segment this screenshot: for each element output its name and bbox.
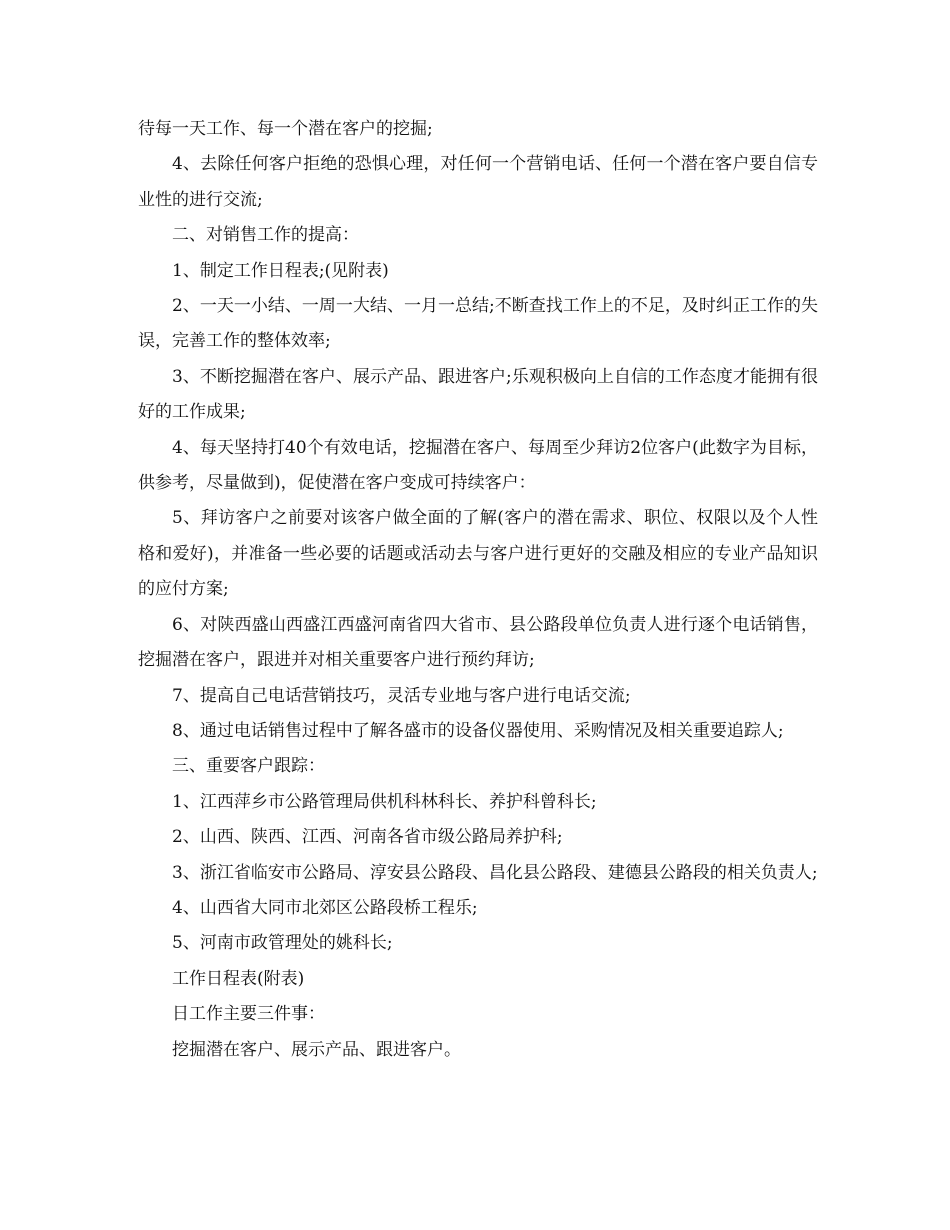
paragraph: 3、浙江省临安市公路局、淳安县公路段、昌化县公路段、建德县公路段的相关负责人; [172,862,818,883]
paragraph: 6、对陕西盛山西盛江西盛河南省四大省市、县公路段单位负责人进行逐个电话销售，挖掘潜在客户，跟进并对相关重要客户进行预约拜访; [138,614,818,671]
paragraph: 待每一天工作、每一个潜在客户的挖掘; [138,119,433,139]
paragraph: 7、提高自己电话营销技巧，灵活专业地与客户进行电话交流; [172,685,631,706]
paragraph: 5、河南市政管理处的姚科长; [172,933,393,954]
paragraph: 1、制定工作日程表;(见附表) [172,260,389,281]
paragraph: 2、一天一小结、一周一大结、一月一总结;不断查找工作上的不足，及时纠正工作的失误，完善工作的整体效率; [138,296,818,352]
paragraph: 1、江西萍乡市公路管理局供机科林科长、养护科曾科长; [172,791,597,812]
section-heading: 三、重要客户跟踪： [172,756,325,777]
paragraph: 工作日程表(附表) [172,968,305,989]
paragraph: 4、每天坚持打40个有效电话，挖掘潜在客户、每周至少拜访2位客户(此数字为目标，供参考，尽量做到)，促使潜在客户变成可持续客户： [138,437,818,494]
section-heading: 二、对销售工作的提高： [172,225,359,246]
document-body [138,112,818,1068]
paragraph: 2、山西、陕西、江西、河南各省市级公路局养护科; [172,827,563,848]
paragraph: 日工作主要三件事： [172,1004,325,1025]
paragraph: 4、山西省大同市北郊区公路段桥工程乐; [172,897,478,918]
paragraph: 挖掘潜在客户、展示产品、跟进客户。 [172,1039,461,1060]
paragraph: 8、通过电话销售过程中了解各盛市的设备仪器使用、采购情况及相关重要追踪人; [172,720,784,741]
paragraph: 3、不断挖掘潜在客户、展示产品、跟进客户;乐观积极向上自信的工作态度才能拥有很好的工作成果; [138,366,818,423]
paragraph: 5、拜访客户之前要对该客户做全面的了解(客户的潜在需求、职位、权限以及个人性格和爱好)，并准备一些必要的话题或活动去与客户进行更好的交融及相应的专业产品知识的应付方案; [138,508,818,600]
paragraph: 4、去除任何客户拒绝的恐惧心理，对任何一个营销电话、任何一个潜在客户要自信专业性的进行交流; [138,154,818,210]
